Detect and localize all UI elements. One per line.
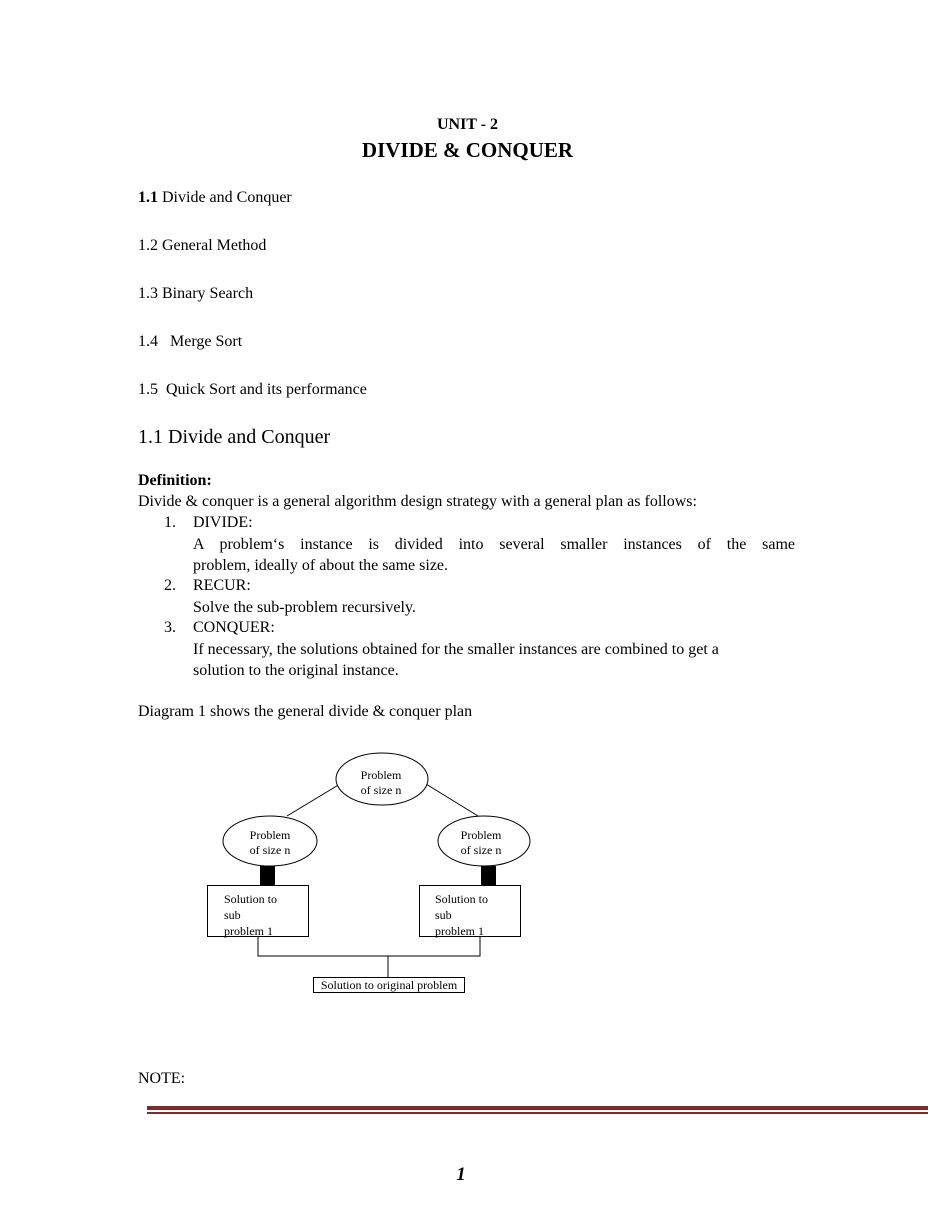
step-number: 1. (164, 514, 176, 531)
toc-number: 1.3 (138, 285, 158, 302)
document-title: DIVIDE & CONQUER (361, 138, 574, 162)
toc-text: Divide and Conquer (162, 189, 292, 206)
right-down-arrow (481, 866, 496, 885)
toc-text: Binary Search (162, 285, 254, 302)
left-node-line2: of size n (249, 843, 291, 857)
step-number: 2. (164, 577, 176, 594)
right-node-line1: Problem (460, 828, 502, 842)
root-node-line1: Problem (360, 768, 402, 782)
note-label: NOTE: (138, 1070, 186, 1087)
step-heading: CONQUER: (193, 619, 275, 636)
final-solution-label: Solution to original problem (320, 978, 458, 992)
footer-rule-thick (147, 1106, 928, 1110)
root-node-line2: of size n (360, 783, 402, 797)
section-heading: 1.1 Divide and Conquer (138, 426, 331, 448)
edge-root-right (426, 784, 478, 816)
step-number: 3. (164, 619, 176, 636)
definition-label: Definition: (138, 472, 212, 489)
toc-text: Quick Sort and its performance (166, 381, 367, 398)
step-body-line: problem, ideally of about the same size. (193, 557, 449, 574)
left-solution-line1: Solution to (224, 892, 278, 906)
toc-number: 1.5 (138, 381, 158, 398)
step-body-line: Solve the sub-problem recursively. (193, 599, 416, 616)
edge-root-left (287, 784, 340, 816)
merge-connector (258, 937, 480, 956)
toc-number: 1.4 (138, 333, 158, 350)
toc-text: Merge Sort (170, 333, 243, 350)
right-solution-line2: sub (435, 908, 452, 922)
step-body-line: A problem‘s instance is divided into several smaller instances of the same (193, 536, 795, 553)
step-heading: DIVIDE: (193, 514, 253, 531)
toc-number: 1.1 (138, 189, 158, 206)
intro-paragraph: Divide & conquer is a general algorithm design strategy with a general plan as follows: (138, 493, 697, 510)
toc-text: General Method (162, 237, 267, 254)
right-solution-line3: problem 1 (435, 924, 484, 938)
diagram-caption: Diagram 1 shows the general divide & conquer plan (138, 703, 473, 720)
footer-rule-thin (147, 1112, 928, 1114)
page-number: 1 (456, 1164, 466, 1185)
left-down-arrow (260, 866, 275, 885)
step-body-line: If necessary, the solutions obtained for the smaller instances are combined to get a (193, 641, 719, 658)
unit-label: UNIT - 2 (436, 116, 499, 133)
right-solution-line1: Solution to (435, 892, 489, 906)
right-node-line2: of size n (460, 843, 502, 857)
left-solution-line2: sub (224, 908, 241, 922)
step-body-line: solution to the original instance. (193, 662, 399, 679)
toc-number: 1.2 (138, 237, 158, 254)
step-heading: RECUR: (193, 577, 251, 594)
left-solution-line3: problem 1 (224, 924, 273, 938)
left-node-line1: Problem (249, 828, 291, 842)
